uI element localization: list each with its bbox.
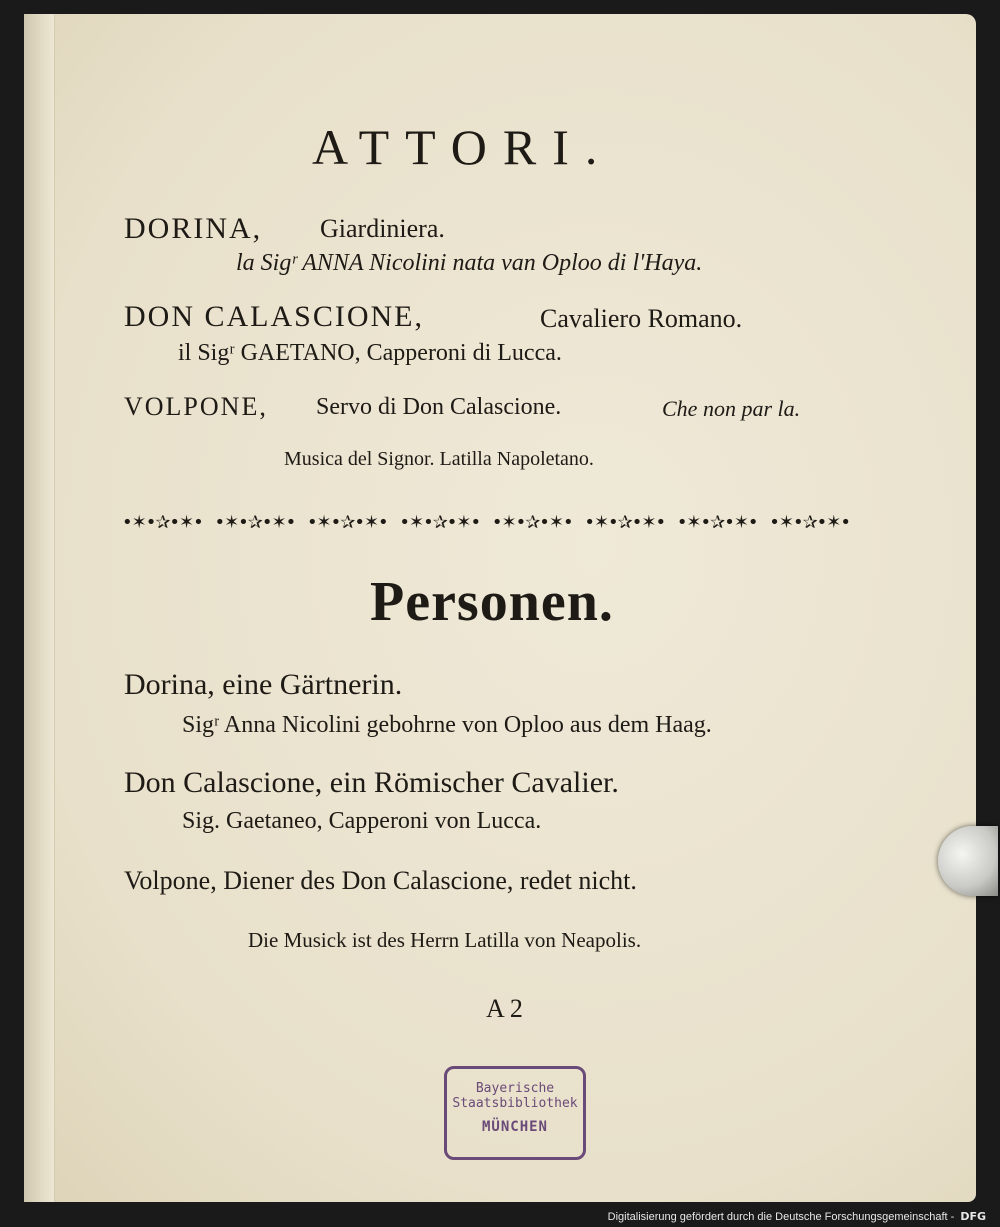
german-performer-dorina: Sigʳ Anna Nicolini gebohrne von Oploo aus dem Haag. bbox=[182, 712, 712, 738]
ornament-segment: •✶•✰•✶• bbox=[122, 511, 203, 533]
german-cast-volpone: Volpone, Diener des Don Calascione, redet nicht. bbox=[124, 866, 637, 895]
stamp-line: Staatsbibliothek bbox=[452, 1096, 578, 1111]
page-title: ATTORI. bbox=[312, 119, 614, 175]
stamp-line: Bayerische bbox=[475, 1081, 555, 1096]
library-stamp bbox=[444, 1066, 586, 1160]
cast-role-volpone: Servo di Don Calascione. bbox=[316, 394, 562, 420]
cast-role-calascione: Cavaliero Romano. bbox=[540, 304, 743, 333]
cast-name-dorina: DORINA, bbox=[124, 212, 263, 245]
ornament-segment: •✶•✰•✶• bbox=[306, 511, 388, 533]
german-performer-calascione: Sig. Gaetaneo, Capperoni von Lucca. bbox=[182, 808, 542, 834]
book-gutter bbox=[24, 14, 55, 1202]
cast-performer-dorina: la Sigʳ ANNA Nicolini nata van Oploo di l'Haya. bbox=[236, 250, 703, 276]
music-credit: Musica del Signor. Latilla Napoletano. bbox=[284, 448, 594, 470]
signature-mark: A 2 bbox=[486, 994, 523, 1023]
ornament-segment: •✶•✰•✶• bbox=[399, 511, 481, 533]
footer-text: Digitalisierung gefördert durch die Deutsche Forschungsgemeinschaft - bbox=[607, 1210, 955, 1223]
dfg-logo: DFG bbox=[960, 1210, 986, 1223]
cast-performer-calascione: il Sigʳ GAETANO, Capperoni di Lucca. bbox=[178, 340, 562, 366]
cast-role-dorina: Giardiniera. bbox=[320, 214, 445, 243]
footer-credit bbox=[608, 1210, 986, 1223]
ornament-segment: •✶•✰•✶• bbox=[584, 511, 666, 533]
ornament-segment: •✶•✰•✶• bbox=[676, 511, 758, 533]
cast-note-volpone: Che non par la. bbox=[662, 396, 801, 421]
german-heading: Personen. bbox=[370, 571, 614, 633]
german-cast-dorina: Dorina, eine Gärtnerin. bbox=[124, 668, 403, 701]
german-cast-calascione: Don Calascione, ein Römischer Cavalier. bbox=[124, 766, 619, 799]
ornament-segment: •✶•✰•✶• bbox=[214, 511, 296, 533]
cast-name-volpone: VOLPONE, bbox=[124, 392, 268, 421]
german-music-credit: Die Musick ist des Herrn Latilla von Neapolis. bbox=[248, 928, 642, 952]
ornament-segment: •✶•✰•✶• bbox=[491, 511, 573, 533]
stamp-line: MÜNCHEN bbox=[481, 1119, 548, 1135]
cast-name-calascione: DON CALASCIONE, bbox=[124, 300, 424, 333]
ornament-segment: •✶•✰•✶• bbox=[769, 511, 850, 533]
decorative-ornament-divider bbox=[122, 512, 850, 532]
